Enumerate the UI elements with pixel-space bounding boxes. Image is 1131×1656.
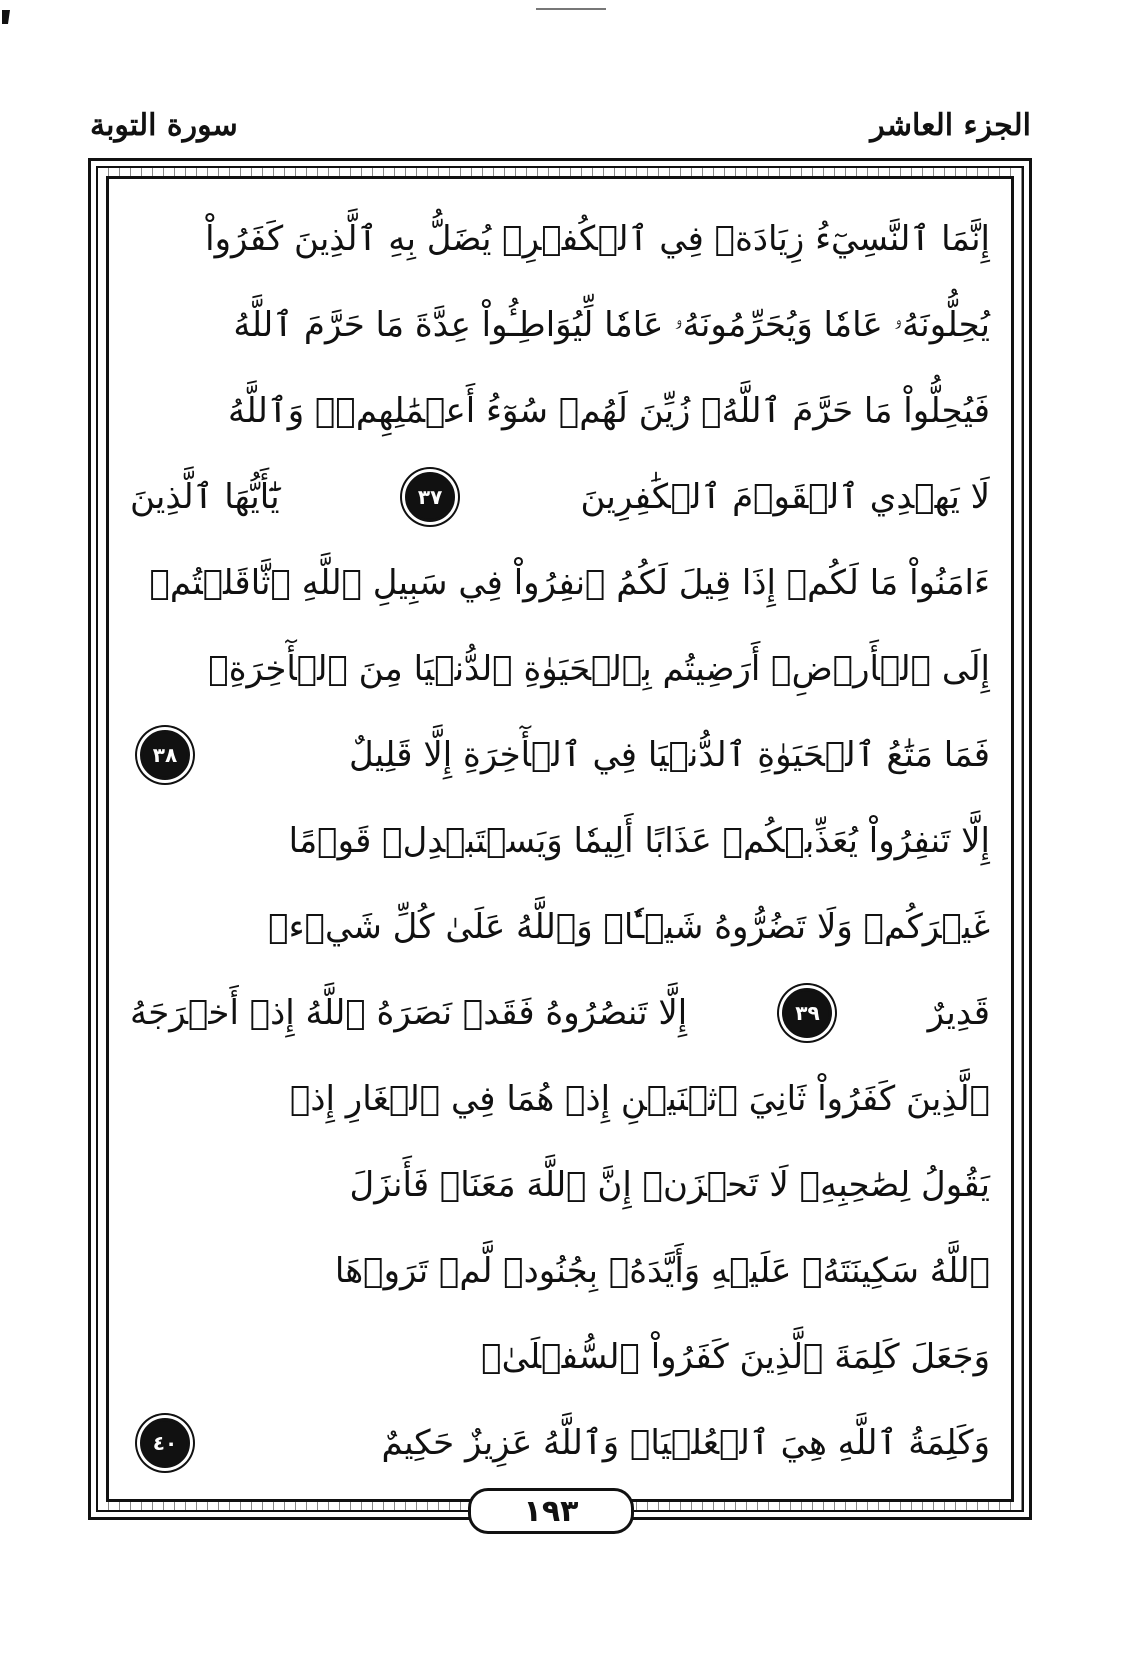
text-line-6: إِلَى ٱلۡأَرۡضِۚ أَرَضِيتُم بِٱلۡحَيَوٰةِ ٱلدُّنۡيَا مِنَ ٱلۡأٓخِرَةِۚ	[208, 649, 990, 689]
quran-text	[130, 196, 990, 1486]
text-line-2: يُحِلُّونَهُۥ عَامٗا وَيُحَرِّمُونَهُۥ عَامٗا لِّيُوَاطِـُٔواْ عِدَّةَ مَا حَرَّمَ ٱللَّهُ	[233, 305, 990, 345]
text-line-13: ٱللَّهُ سَكِينَتَهُۥ عَلَيۡهِ وَأَيَّدَهُۥ بِجُنُودٖ لَّمۡ تَرَوۡهَا	[334, 1251, 990, 1291]
text-line-14: وَجَعَلَ كَلِمَةَ ٱلَّذِينَ كَفَرُواْ ٱلسُّفۡلَىٰۗ	[481, 1337, 990, 1377]
text-line-1: إِنَّمَا ٱلنَّسِيٓءُ زِيَادَةٞ فِي ٱلۡكُفۡرِۖ يُضَلُّ بِهِ ٱلَّذِينَ كَفَرُواْ	[205, 219, 990, 259]
juz-header: الجزء العاشر	[870, 108, 1031, 143]
ayah-marker-38: ٣٨	[140, 730, 190, 780]
text-line-15: وَكَلِمَةُ ٱللَّهِ هِيَ ٱلۡعُلۡيَاۗ وَٱللَّهُ عَزِيزٌ حَكِيمٌ ٤٠	[130, 1400, 990, 1486]
text-line-3: فَيُحِلُّواْ مَا حَرَّمَ ٱللَّهُۚ زُيِّنَ لَهُمۡ سُوٓءُ أَعۡمَٰلِهِمۡۗ وَٱللَّهُ	[228, 391, 990, 431]
text-line-11: ٱلَّذِينَ كَفَرُواْ ثَانِيَ ٱثۡنَيۡنِ إِذۡ هُمَا فِي ٱلۡغَارِ إِذۡ	[290, 1079, 990, 1119]
text-line-5: ءَامَنُواْ مَا لَكُمۡ إِذَا قِيلَ لَكُمُ ٱنفِرُواْ فِي سَبِيلِ ٱللَّهِ ٱثَّاقَلۡتُمۡ	[149, 563, 990, 603]
ayah-marker-37: ٣٧	[405, 472, 455, 522]
text-line-8: إِلَّا تَنفِرُواْ يُعَذِّبۡكُمۡ عَذَابًا أَلِيمٗا وَيَسۡتَبۡدِلۡ قَوۡمًا	[288, 821, 990, 861]
text-line-12: يَقُولُ لِصَٰحِبِهِۦ لَا تَحۡزَنۡ إِنَّ ٱللَّهَ مَعَنَاۖ فَأَنزَلَ	[349, 1165, 990, 1205]
corner-mark	[2, 10, 10, 24]
ayah-marker-40: ٤٠	[140, 1418, 190, 1468]
ayah-marker-39: ٣٩	[782, 988, 832, 1038]
text-line-4: لَا يَهۡدِي ٱلۡقَوۡمَ ٱلۡكَٰفِرِينَ ٣٧ يَٰٓأَيُّهَا ٱلَّذِينَ	[130, 454, 990, 540]
text-line-10: قَدِيرٌ ٣٩ إِلَّا تَنصُرُوهُ فَقَدۡ نَصَرَهُ ٱللَّهُ إِذۡ أَخۡرَجَهُ	[130, 970, 990, 1056]
top-rule	[536, 8, 606, 10]
text-line-9: غَيۡرَكُمۡ وَلَا تَضُرُّوهُ شَيۡـٔٗاۗ وَٱللَّهُ عَلَىٰ كُلِّ شَيۡءٖ	[268, 907, 990, 947]
surah-name-header: سورة التوبة	[90, 108, 238, 143]
text-line-7: فَمَا مَتَٰعُ ٱلۡحَيَوٰةِ ٱلدُّنۡيَا فِي ٱلۡأٓخِرَةِ إِلَّا قَلِيلٌ ٣٨	[130, 712, 990, 798]
page-number: ١٩٣	[468, 1488, 634, 1534]
